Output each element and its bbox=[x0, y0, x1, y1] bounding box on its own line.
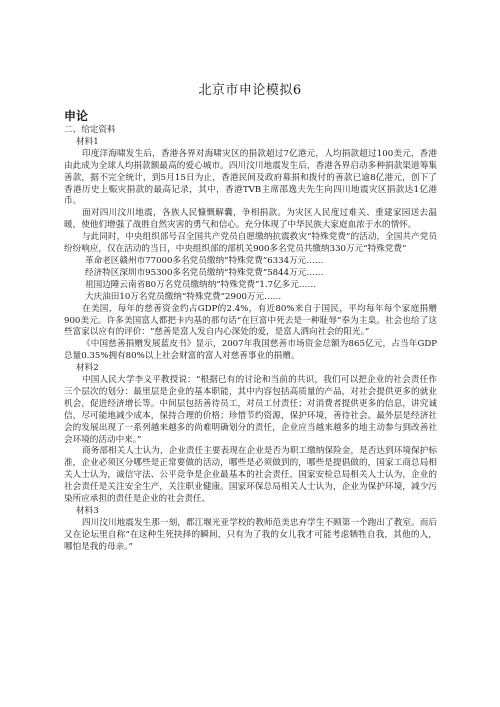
given-materials-heading: 二、给定资料 bbox=[64, 125, 116, 135]
material-1-paragraph-3: 与此同时，中央组织部号召全国共产党员自愿缴纳抗震救灾“特殊党费”的活动，全国共产党员纷纷响应，仅在活动的当日，中央组织部的部机关900多名党员共缴纳330万元“特殊党费” bbox=[64, 232, 437, 255]
material-3-paragraph-1: 四川汶川地震发生那一刻，都江堰光亚学校的教师范美忠弃学生不顾第一个跑出了教室。而后又在论坛里自称“在这种生死抉择的瞬间，只有为了我的女儿我才可能考虑牺牲自我，其他的人，哪怕是我的母亲。” bbox=[64, 517, 437, 552]
party-fee-line-3: 祖国边陲云南省80万名党员缴纳纳“特殊党费”1.7亿多元…… bbox=[85, 279, 317, 290]
party-fee-line-1: 革命老区赣州市77000多名党员缴纳“特殊党费”6334万元…… bbox=[85, 255, 324, 266]
material-1-paragraph-1: 印度洋海啸发生后，香港各界对海啸灾区的捐款超过7亿港元，人均捐款超过100美元，香港由此成为全球人均捐款额最高的爱心城市。四川汶川地震发生后，香港各界启动多种捐款渠道筹集善款，据不完全统计，到5月15日为止，香港民间及政府募捐和拨付的善款已逾8亿港元，创下了香港历史上赈灾捐款的最高记录，其中，香港TVB主席邵逸夫先生向四川地震灾区捐款达1亿港币。 bbox=[64, 148, 437, 207]
material-1-paragraph-5: 《中国慈善捐赠发展蓝皮书》显示，2007年我国慈善市场资金总额为865亿元，占当年GDP总量0.35%拥有80%以上社会财富的富人对慈善事业的捐赠。 bbox=[64, 339, 437, 362]
material-2-paragraph-1: 中国人民大学李义平教授说：“根据已有的讨论和当前的共识，我们可以把企业的社会责任作三个层次的划分：最里层是企业的基本职能，其中内容包括高质量的产品，对社会提供更多的就业机会，促进经济增长等。中间层包括善待员工，对员工付责任；对消费者提供更多的信息，讲究诚信，尽可能地减少成本，保持合理的价格；珍惜节约资源，保护环境，善待社会。最外层是经济社会的发展出现了一系列越来越多的尚难明确划分的责任，企业应当越来越多的地主动参与到改善社会环境的活动中来。” bbox=[64, 375, 437, 445]
material-1-label: 材料1 bbox=[76, 136, 99, 147]
material-2-label: 材料2 bbox=[76, 363, 99, 374]
section-heading: 申论 bbox=[64, 109, 89, 123]
document-body bbox=[64, 125, 437, 554]
party-fee-line-4: 大庆油田10万名党员缴纳“特殊党费”2900万元…… bbox=[85, 291, 282, 302]
material-3-label: 材料3 bbox=[76, 506, 99, 516]
material-1-paragraph-4: 在美国，每年的慈善资金约占GDP的2.4%，有近80%来自于国民，平均每年每个家庭捐赠900美元。许多美国富人都把卡内基的那句话“在巨富中死去是一种耻辱”奉为主臬。社会也给了这些富家以应有的评价：“慈善是富人发自内心深处的爱，是富人洒向社会的阳光。” bbox=[64, 303, 437, 338]
material-2-paragraph-2: 商务部相关人士认为，企业责任主要表现在企业是否为职工缴纳保险金，是否达到环境保护标准，企业必须区分哪些是正常要做的活动，哪些是必须做到的，哪些是提倡做的，国家工商总局相关人士认为，诚信守法、公平竞争是企业最基本的社会责任，国家安检总局相关人士认为，企业的社会责任是关注安全生产，关注职业健康。国家环保总局相关人士认为，企业为保护环境，减少污染所应承担的责任是企业的社会责任。 bbox=[64, 446, 437, 505]
party-fee-line-2: 经济特区深圳市95300多名党员缴纳“特殊党费”5844万元…… bbox=[85, 267, 324, 278]
page-title: 北京市申论模拟6 bbox=[198, 83, 302, 98]
material-1-paragraph-2: 面对四川汶川地震，各族人民慷慨解囊，争相捐款。为灾区人民度过难关、重建家园送去温暖，使他们增强了战胜自然灾害的勇气和信心。充分体现了中华民族大家庭血浓于水的情怀。 bbox=[64, 208, 437, 231]
